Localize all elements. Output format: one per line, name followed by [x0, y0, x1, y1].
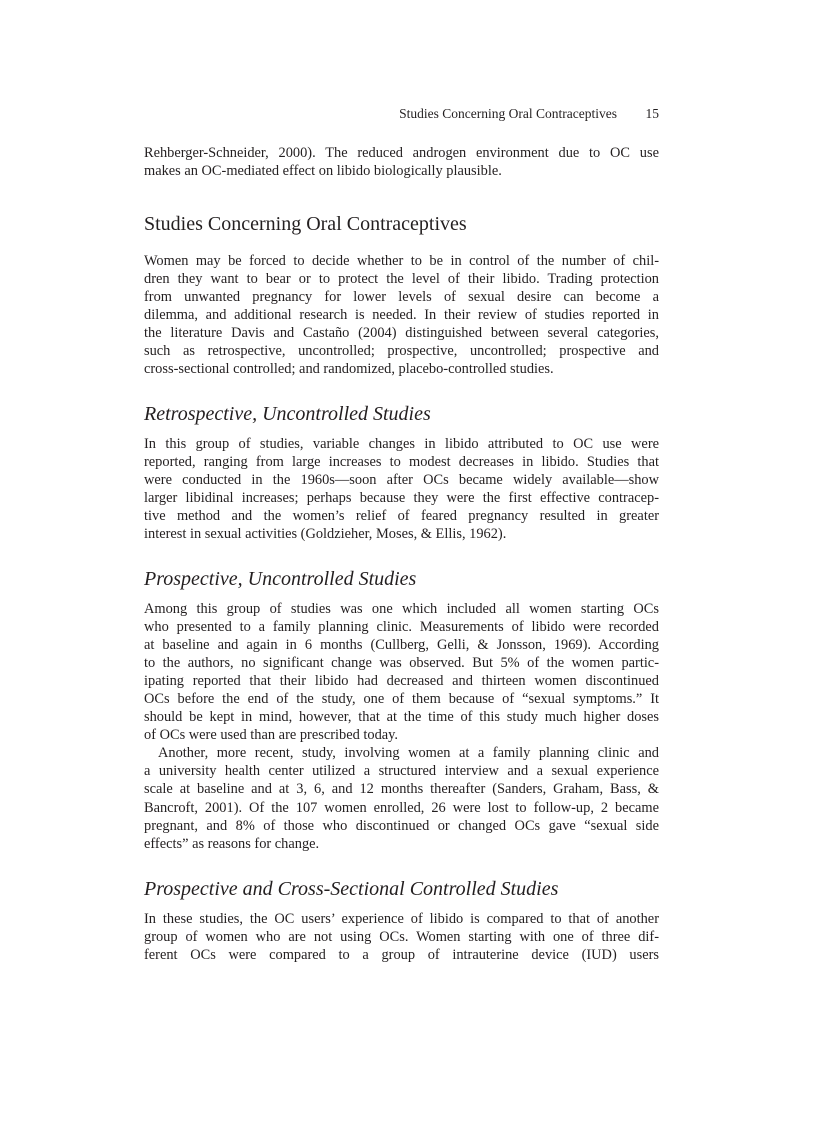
- subsection-heading-prospective: Prospective, Uncontrolled Studies: [144, 568, 417, 590]
- text-line: the literature Davis and Castaño (2004) distinguished between several categories,: [144, 325, 659, 342]
- text-line: group of women who are not using OCs. Women starting with one of three dif-: [144, 929, 659, 946]
- text-line: dilemma, and additional research is needed. In their review of studies reported in: [144, 307, 659, 324]
- text-line: of OCs were used than are prescribed today.: [144, 727, 399, 744]
- text-line: a university health center utilized a structured interview and a sexual experience: [144, 763, 659, 780]
- text-line: from unwanted pregnancy for lower levels of sexual desire can become a: [144, 289, 659, 306]
- text-line: who presented to a family planning clinic. Measurements of libido were recorded: [144, 619, 659, 636]
- section-heading: Studies Concerning Oral Contraceptives: [144, 213, 467, 235]
- text-line: reported, ranging from large increases to modest decreases in libido. Studies that: [144, 454, 659, 471]
- text-line: dren they want to bear or to protect the level of their libido. Trading protection: [144, 271, 659, 288]
- text-line: Bancroft, 2001). Of the 107 women enrolled, 26 were lost to follow-up, 2 became: [144, 799, 659, 816]
- text-line: effects” as reasons for change.: [144, 835, 320, 852]
- section-intro-paragraph: [144, 252, 659, 378]
- retrospective-paragraph: [144, 435, 659, 543]
- subsection-heading-retrospective: Retrospective, Uncontrolled Studies: [144, 403, 431, 425]
- page-number: 15: [645, 106, 659, 121]
- text-line: to the authors, no significant change was observed. But 5% of the women partic-: [144, 655, 659, 672]
- text-line: cross-sectional controlled; and randomized, placebo-controlled studies.: [144, 361, 554, 378]
- text-line: Among this group of studies was one which included all women starting OCs: [144, 601, 659, 617]
- text-line: scale at baseline and at 3, 6, and 12 months thereafter (Sanders, Graham, Bass, &: [144, 781, 659, 798]
- text-line: at baseline and again in 6 months (Cullberg, Gelli, & Jonsson, 1969). According: [144, 637, 659, 654]
- text-line: Another, more recent, study, involving women at a family planning clinic and: [158, 745, 659, 762]
- running-head: [144, 104, 659, 124]
- prospective-paragraph-1: [144, 600, 659, 744]
- text-line: In this group of studies, variable changes in libido attributed to OC use were: [144, 436, 659, 452]
- running-head-title: Studies Concerning Oral Contraceptives: [399, 106, 617, 121]
- text-line: tive method and the women’s relief of feared pregnancy resulted in greater: [144, 508, 659, 525]
- text-line: should be kept in mind, however, that at the time of this study much higher doses: [144, 709, 659, 726]
- text-line: Women may be forced to decide whether to be in control of the number of chil-: [144, 253, 659, 269]
- text-line: such as retrospective, uncontrolled; prospective, uncontrolled; prospective and: [144, 343, 659, 360]
- controlled-paragraph: [144, 910, 659, 964]
- prospective-paragraph-2: [144, 744, 659, 852]
- subsection-heading-controlled: Prospective and Cross-Sectional Controlled Studies: [144, 878, 559, 900]
- text-line: larger libidinal increases; perhaps because they were the first effective contracep-: [144, 490, 659, 507]
- continuation-paragraph: [144, 144, 659, 180]
- text-line: ferent OCs were compared to a group of intrauterine device (IUD) users: [144, 947, 659, 964]
- text-line: pregnant, and 8% of those who discontinued or changed OCs gave “sexual side: [144, 817, 659, 834]
- text-line: interest in sexual activities (Goldzieher, Moses, & Ellis, 1962).: [144, 526, 507, 543]
- text-line: OCs before the end of the study, one of them because of “sexual symptoms.” It: [144, 691, 659, 708]
- text-line: Rehberger-Schneider, 2000). The reduced androgen environment due to OC use: [144, 145, 659, 161]
- text-line: ipating reported that their libido had decreased and thirteen women discontinued: [144, 673, 659, 690]
- text-line: In these studies, the OC users’ experience of libido is compared to that of another: [144, 911, 659, 927]
- text-line: makes an OC-mediated effect on libido biologically plausible.: [144, 163, 502, 180]
- text-line: were conducted in the 1960s—soon after OCs became widely available—show: [144, 472, 659, 489]
